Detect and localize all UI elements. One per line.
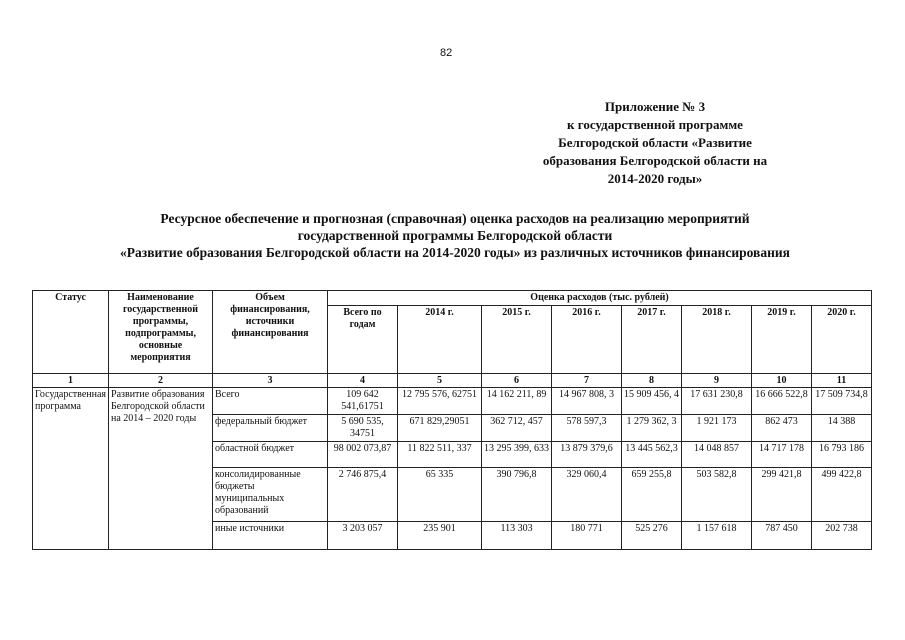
page-number: 82: [440, 47, 453, 59]
year-cell: 17 509 734,8: [812, 388, 872, 415]
appendix-line: Белгородской области «Развитие: [558, 135, 752, 150]
year-cell: 17 631 230,8: [682, 388, 752, 415]
total-cell: 2 746 875,4: [328, 468, 398, 522]
year-cell: 65 335: [398, 468, 482, 522]
year-cell: 1 157 618: [682, 522, 752, 550]
year-cell: 787 450: [752, 522, 812, 550]
column-index: 8: [622, 374, 682, 388]
header-status: Статус: [33, 291, 109, 374]
source-cell: федеральный бюджет: [213, 415, 328, 442]
year-cell: 11 822 511, 337: [398, 442, 482, 468]
column-index-row: [33, 374, 872, 388]
year-cell: 12 795 576, 62751: [398, 388, 482, 415]
year-cell: 862 473: [752, 415, 812, 442]
header-estimate: Оценка расходов (тыс. рублей): [328, 291, 872, 306]
year-cell: 13 879 379,6: [552, 442, 622, 468]
column-index: 7: [552, 374, 622, 388]
source-cell: консолидированные бюджеты муниципальных образований: [213, 468, 328, 522]
year-cell: 13 445 562,3: [622, 442, 682, 468]
year-cell: 14 388: [812, 415, 872, 442]
header-total: Всего по годам: [328, 306, 398, 374]
appendix-line: 2014-2020 годы»: [607, 171, 703, 186]
total-cell: 3 203 057: [328, 522, 398, 550]
year-cell: 14 048 857: [682, 442, 752, 468]
appendix-line: к государственной программе: [567, 117, 743, 132]
title-line: «Развитие образования Белгородской области на 2014-2020 годы» из различных источников финансирования: [120, 245, 790, 260]
header-year: 2015 г.: [482, 306, 552, 374]
header-year: 2014 г.: [398, 306, 482, 374]
column-index: 1: [33, 374, 109, 388]
year-cell: 180 771: [552, 522, 622, 550]
status-cell: Государственная программа: [33, 388, 109, 550]
title-line: Ресурсное обеспечение и прогнозная (справочная) оценка расходов на реализацию мероприятий: [160, 211, 750, 226]
appendix-line: образования Белгородской области на: [542, 153, 768, 168]
column-index: 11: [812, 374, 872, 388]
year-cell: 503 582,8: [682, 468, 752, 522]
year-cell: 1 921 173: [682, 415, 752, 442]
source-cell: иные источники: [213, 522, 328, 550]
column-index: 6: [482, 374, 552, 388]
header-year: 2019 г.: [752, 306, 812, 374]
year-cell: 15 909 456, 4: [622, 388, 682, 415]
total-cell: 98 002 073,87: [328, 442, 398, 468]
column-index: 2: [109, 374, 213, 388]
year-cell: 14 717 178: [752, 442, 812, 468]
year-cell: 14 162 211, 89: [482, 388, 552, 415]
title-line: государственной программы Белгородской области: [297, 228, 613, 243]
year-cell: 202 738: [812, 522, 872, 550]
year-cell: 525 276: [622, 522, 682, 550]
year-cell: 362 712, 457: [482, 415, 552, 442]
header-volume: Объем финансирования, источники финансирования: [213, 291, 328, 374]
column-index: 9: [682, 374, 752, 388]
year-cell: 499 422,8: [812, 468, 872, 522]
header-year: 2016 г.: [552, 306, 622, 374]
year-cell: 16 666 522,8: [752, 388, 812, 415]
source-cell: Всего: [213, 388, 328, 415]
table-row: [33, 388, 872, 415]
header-year: 2018 г.: [682, 306, 752, 374]
year-cell: 13 295 399, 633: [482, 442, 552, 468]
document-title: [30, 210, 880, 261]
total-cell: 109 642 541,61751: [328, 388, 398, 415]
column-index: 3: [213, 374, 328, 388]
header-year: 2017 г.: [622, 306, 682, 374]
year-cell: 14 967 808, 3: [552, 388, 622, 415]
year-cell: 578 597,3: [552, 415, 622, 442]
total-cell: 5 690 535, 34751: [328, 415, 398, 442]
appendix-header: [525, 98, 785, 188]
year-cell: 671 829,29051: [398, 415, 482, 442]
header-name: Наименование государственной программы, подпрограммы, основные мероприятия: [109, 291, 213, 374]
column-index: 10: [752, 374, 812, 388]
financing-table: [32, 290, 872, 550]
program-name-cell: Развитие образования Белгородской области на 2014 – 2020 годы: [109, 388, 213, 550]
appendix-line: Приложение № 3: [604, 99, 706, 114]
year-cell: 16 793 186: [812, 442, 872, 468]
year-cell: 299 421,8: [752, 468, 812, 522]
year-cell: 1 279 362, 3: [622, 415, 682, 442]
year-cell: 390 796,8: [482, 468, 552, 522]
year-cell: 329 060,4: [552, 468, 622, 522]
year-cell: 659 255,8: [622, 468, 682, 522]
header-year: 2020 г.: [812, 306, 872, 374]
column-index: 5: [398, 374, 482, 388]
source-cell: областной бюджет: [213, 442, 328, 468]
year-cell: 235 901: [398, 522, 482, 550]
year-cell: 113 303: [482, 522, 552, 550]
column-index: 4: [328, 374, 398, 388]
